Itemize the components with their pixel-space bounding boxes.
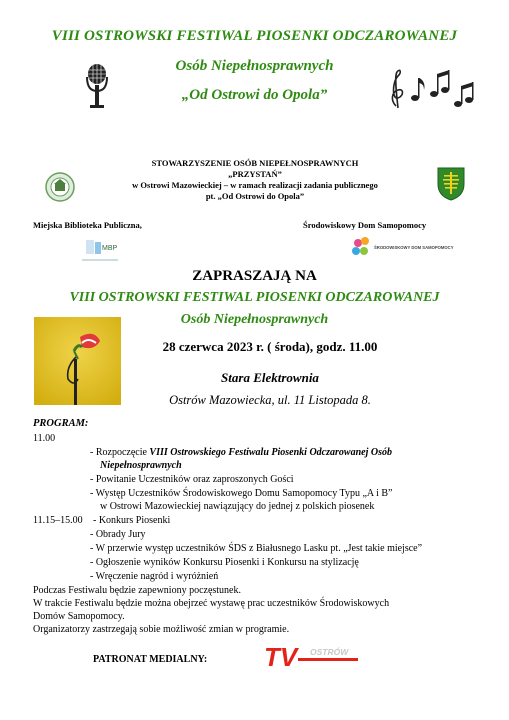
program-item-6: - W przerwie występ uczestników ŚDS z Białusnego Lasku pt. „Jest takie miejsce” [90, 543, 423, 554]
coat-of-arms-icon [436, 166, 466, 202]
przystan-logo [45, 172, 75, 202]
tv-ostrow-logo [262, 642, 362, 672]
music-notes-icon [388, 68, 478, 110]
program-heading: PROGRAM: [33, 418, 89, 429]
organizer-name2: „PRZYSTAŃ” [228, 169, 282, 179]
mbp-logo-text: MBP [102, 245, 118, 252]
program-time-1: 11.00 [33, 433, 56, 444]
tv-logo-text: TV [264, 642, 298, 672]
microphone-icon [83, 63, 111, 115]
program-item-3-cont: w Ostrowi Mazowieckiej nawiązujący do jednej z polskich piosenek [100, 501, 375, 512]
patronage-label: PATRONAT MEDIALNY: [93, 654, 208, 665]
flower-microphone-photo [34, 317, 121, 405]
program-note-2-cont: Domów Samopomocy. [33, 611, 125, 622]
program-note-3: Organizatorzy zastrzegają sobie możliwość zmian w programie. [33, 624, 290, 635]
program-item-1 [90, 447, 392, 459]
program-item-1-prefix: - Rozpoczęcie [90, 447, 150, 458]
event-venue: Stara Elektrownia [221, 370, 319, 385]
event-date: 28 czerwca 2023 r. ( środa), godz. 11.00 [162, 339, 378, 354]
organizer-desc1: w Ostrowi Mazowieckiej – w ramach realizacji zadania publicznego [132, 180, 378, 190]
program-item-8: - Wręczenie nagród i wyróżnień [90, 571, 219, 582]
festival-subtitle: Osób Niepełnosprawnych [180, 312, 329, 327]
tv-logo-sub: OSTRÓW [310, 647, 349, 657]
program-item-5: - Obrady Jury [90, 529, 146, 540]
organizer-name: STOWARZYSZENIE OSÓB NIEPEŁNOSPRAWNYCH [151, 158, 359, 168]
program-item-3: - Występ Uczestników Środowiskowego Domu Samopomocy Typu „A i B” [90, 488, 393, 499]
header-title-line2: Osób Niepełnosprawnych [175, 58, 334, 74]
festival-title: VIII OSTROWSKI FESTIWAL PIOSENKI ODCZAROWANEJ [69, 290, 440, 305]
header-title-line3: „Od Ostrowi do Opola” [181, 87, 328, 103]
event-address: Ostrów Mazowiecka, ul. 11 Listopada 8. [169, 393, 371, 407]
program-item-4: - Konkurs Piosenki [93, 515, 171, 526]
invite-title: ZAPRASZAJĄ NA [192, 268, 317, 284]
program-note-1: Podczas Festiwalu będzie zapewniony poczęstunek. [33, 585, 241, 596]
program-note-2: W trakcie Festiwalu będzie można obejrzeć wystawę prac uczestników Środowiskowych [33, 598, 390, 609]
program-time-2: 11.15–15.00 [33, 515, 83, 526]
program-item-2: - Powitanie Uczestników oraz zaproszonych Gości [90, 474, 294, 485]
header-title-line1: VIII OSTROWSKI FESTIWAL PIOSENKI ODCZAROWANEJ [51, 28, 458, 44]
partner-center: Środowiskowy Dom Samopomocy [303, 220, 427, 230]
mbp-logo [80, 238, 120, 266]
program-item-1-cont: Niepełnosprawnych [100, 460, 182, 471]
sds-logo-text: ŚRODOWISKOWY DOM SAMOPOMOCY [374, 245, 454, 250]
partner-library: Miejska Biblioteka Publiczna, [33, 220, 142, 230]
sds-logo [350, 236, 454, 260]
organizer-block [95, 158, 415, 202]
program-item-1-bold: VIII Ostrowskiego Festiwalu Piosenki Odczarowanej Osób [149, 447, 392, 458]
organizer-desc2: pt. „Od Ostrowi do Opola” [205, 191, 305, 201]
program-item-7: - Ogłoszenie wyników Konkursu Piosenki i Konkursu na stylizację [90, 557, 359, 568]
